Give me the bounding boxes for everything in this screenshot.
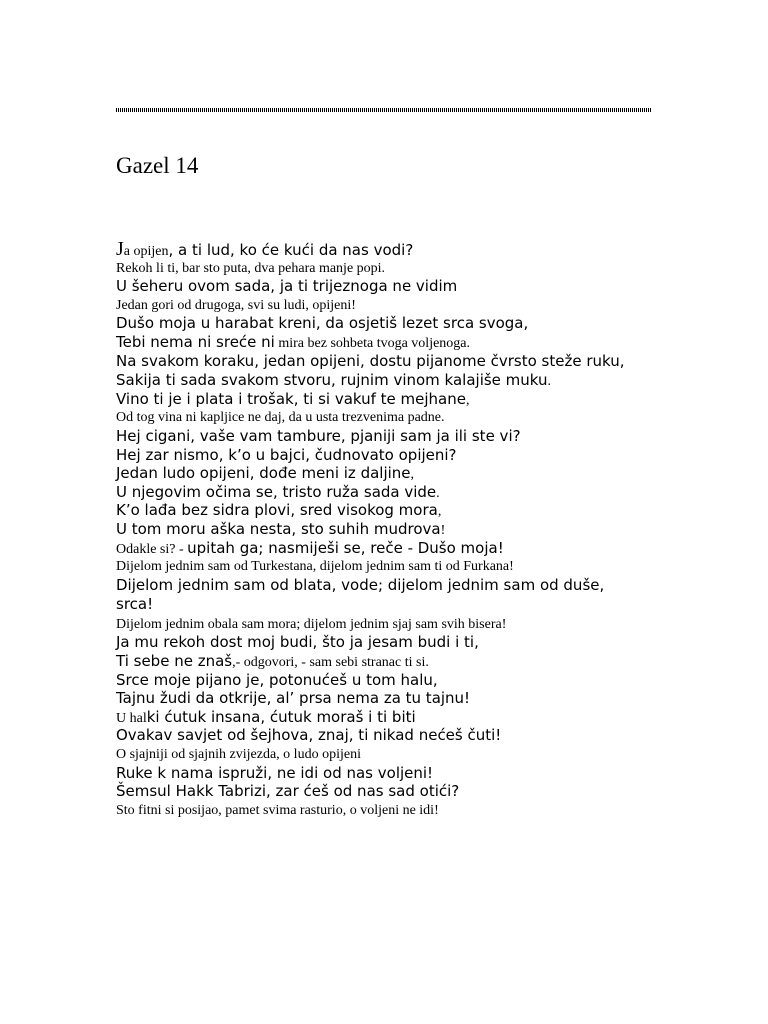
poem-line [116, 277, 636, 296]
poem-line [116, 446, 636, 465]
poem-line-text: Sakija ti sada svakom stvoru, rujnim vinom kalajiše muku [116, 371, 548, 390]
poem-line [116, 708, 636, 727]
poem-line-text: U šeheru ovom sada, ja ti trijeznoga ne vidim [116, 277, 458, 296]
poem-line-text: ki ćutuk insana, ćutuk moraš i ti biti [146, 707, 416, 726]
poem-line-text: upitah ga; nasmiješi se, reče - Dušo moja! [187, 538, 504, 557]
poem-line [116, 652, 636, 671]
poem-line [116, 782, 636, 801]
poem-line [116, 390, 636, 409]
poem-line-text: Na svakom koraku, jedan opijeni, dostu pijanome čvrsto steže ruku, [116, 351, 625, 370]
horizontal-rule [116, 108, 652, 112]
poem-line-text: Odakle si? - [116, 541, 188, 557]
poem-line-text: ! [440, 522, 446, 538]
poem-line-text: K’o lađa bez sidra plovi, sred visokog mora [116, 501, 438, 520]
poem-line-text: Dijelom jednim sam od blata, vode; dijelom jednim sam od duše, srca! [116, 575, 605, 614]
poem-line [116, 240, 636, 259]
poem-line-text: Šemsul Hakk Tabrizi, zar ćeš od nas sad otići? [116, 782, 460, 801]
poem-line-text: Od tog vina ni kapljice ne daj, da u usta trezvenima padne. [116, 410, 445, 426]
poem-line [116, 520, 636, 539]
poem-line [116, 539, 636, 558]
poem-line [116, 314, 636, 333]
poem-line-text: U hal [116, 710, 147, 726]
poem-line [116, 259, 636, 278]
poem-line-text: Dijelom jednim obala sam mora; dijelom jednim sjaj sam svih bisera! [116, 616, 507, 632]
poem-line-text: Jedan ludo opijeni, dođe meni iz daljine [116, 464, 411, 483]
poem-line-text: J [116, 238, 124, 260]
poem-line-text: O sjajniji od sjajnih zvijezda, o ludo opijeni [116, 747, 361, 763]
poem-line [116, 726, 636, 745]
poem-line [116, 483, 636, 502]
poem-line-text: . [436, 485, 440, 501]
poem-line [116, 633, 636, 652]
poem-line [116, 371, 636, 390]
poem-line-text: Srce moje pijano je, potonućeš u tom halu, [116, 670, 438, 689]
poem-line [116, 464, 636, 483]
poem-line [116, 408, 636, 427]
poem-line [116, 764, 636, 783]
poem-line-text: Tajnu žudi da otkrije, al’ prsa nema za tu tajnu! [116, 689, 471, 708]
poem-line-text: , a ti lud, ko će kući da nas vodi? [168, 241, 414, 259]
poem-line-text: Ovakav savjet od šejhova, znaj, ti nikad nećeš čuti! [116, 726, 502, 745]
poem-line-text: ,- odgovori, - sam sebi stranac ti si. [232, 655, 429, 671]
poem-line [116, 689, 636, 708]
poem-line [116, 333, 636, 352]
poem-line-text: Dušo moja u harabat kreni, da osjetiš lezet srca svoga, [116, 314, 529, 333]
poem-line-text: mira bez sohbeta tvoga voljenoga. [274, 335, 471, 351]
poem-line [116, 671, 636, 690]
poem-line-text: a opijen [123, 244, 169, 259]
poem-line [116, 427, 636, 446]
poem-line [116, 801, 636, 820]
poem-line-text: Ja mu rekoh dost moj budi, što ja jesam budi i ti, [116, 633, 479, 652]
poem-line-text: Ruke k nama ispruži, ne idi od nas voljeni! [116, 763, 434, 782]
poem-line [116, 745, 636, 764]
poem-line-text: Hej cigani, vaše vam tambure, pjaniji sam ja ili ste vi? [116, 426, 521, 445]
poem-line-text: , [466, 392, 470, 408]
poem-line-text: . [547, 374, 552, 390]
poem-title: Gazel 14 [116, 153, 199, 178]
poem-line [116, 557, 636, 576]
poem-line-text: U njegovim očima se, tristo ruža sada vide [116, 482, 437, 501]
poem-line-text: , [410, 467, 415, 483]
poem-line [116, 352, 636, 372]
poem-line-text: Rekoh li ti, bar sto puta, dva pehara manje popi. [116, 260, 386, 276]
poem-line [116, 576, 636, 615]
poem-line-text: Tebi nema ni sreće ni [116, 332, 275, 351]
poem-line-text: U tom moru aška nesta, sto suhih mudrova [116, 519, 441, 538]
poem-line-text: , [437, 504, 442, 520]
poem-line-text: Sto fitni si posijao, pamet svima rasturio, o voljeni ne idi! [116, 802, 439, 818]
poem-line [116, 615, 636, 634]
poem-line-text: Dijelom jednim sam od Turkestana, dijelom jednim sam ti od Furkana! [116, 559, 514, 575]
poem-line [116, 296, 636, 315]
poem-line-text: Hej zar nismo, k’o u bajci, čudnovato opijeni? [116, 445, 457, 464]
poem-line-text: Ti sebe ne znaš [116, 652, 233, 671]
poem-body [116, 240, 636, 819]
poem-line-text: Vino ti je i plata i trošak, ti si vakuf te mejhane [116, 389, 466, 408]
poem-line [116, 501, 636, 520]
poem-line-text: Jedan gori od drugoga, svi su ludi, opijeni! [116, 297, 356, 313]
